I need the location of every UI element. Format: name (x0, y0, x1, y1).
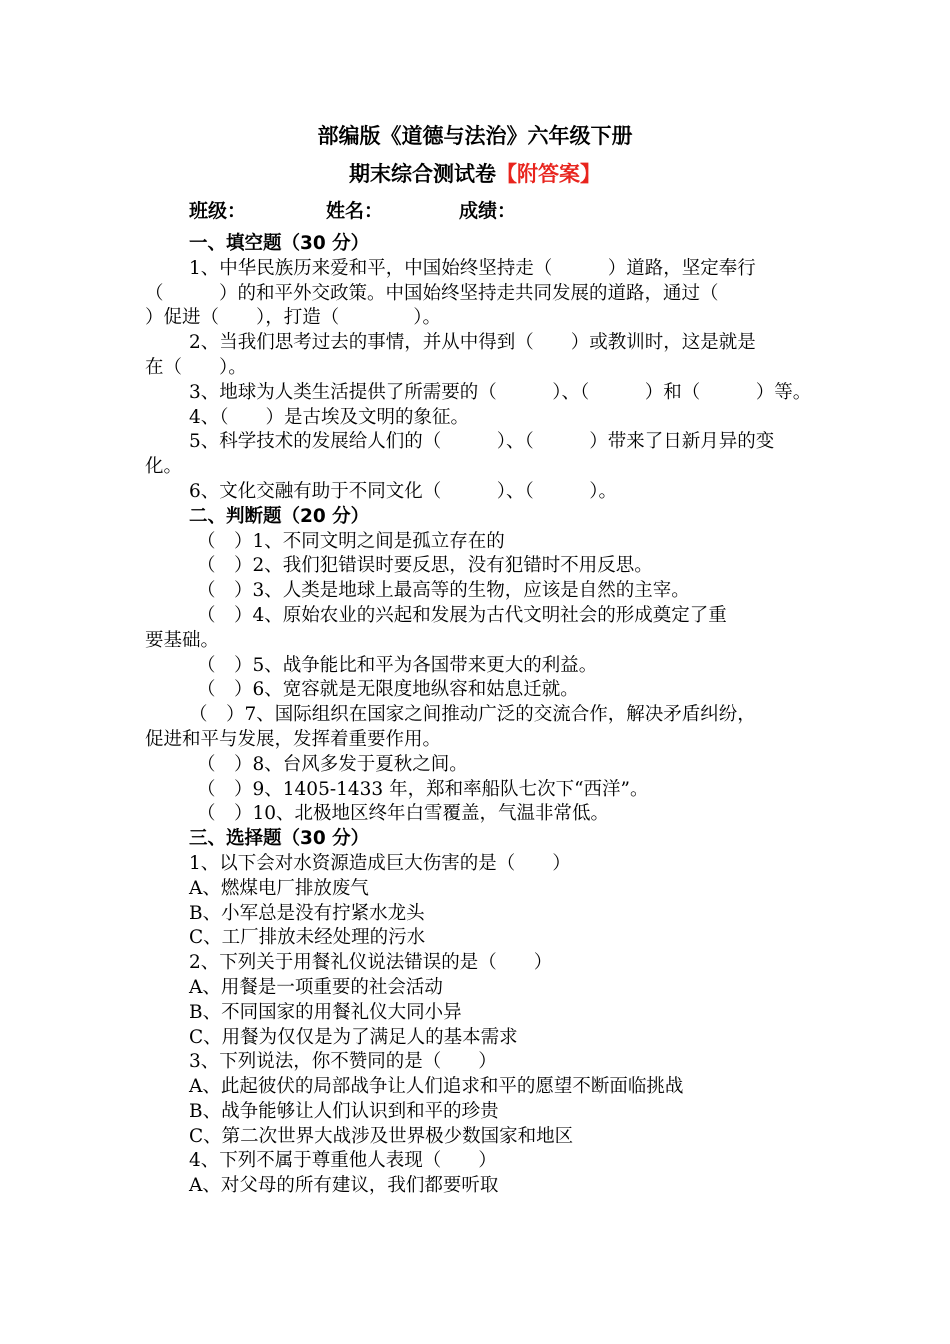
document-subtitle (0, 160, 950, 188)
question-line: 促进和平与发展，发挥着重要作用。 (145, 728, 442, 750)
exam-body (145, 232, 815, 1199)
question-line: （ ）6、宽容就是无限度地纵容和姑息迁就。 (197, 679, 579, 701)
score-label: 成绩： (459, 200, 517, 222)
question-line: ）促进（ ），打造（ ）。 (145, 307, 442, 329)
section-heading-true-false: 二、判断题（20 分） (189, 505, 370, 527)
option-line: A、燃煤电厂排放废气 (189, 877, 369, 899)
name-label: 姓名： (326, 200, 384, 222)
question-line: 5、科学技术的发展给人们的（ ）、（ ）带来了日新月异的变 (189, 431, 775, 453)
question-line: 化。 (145, 456, 183, 478)
question-line: （ ）10、北极地区终年白雪覆盖，气温非常低。 (197, 803, 610, 825)
question-line: 在（ ）。 (145, 356, 247, 378)
section-heading-multiple-choice: 三、选择题（30 分） (189, 828, 370, 850)
option-line: A、用餐是一项重要的社会活动 (189, 976, 443, 998)
document-title (0, 122, 950, 150)
question-line: 1、中华民族历来爱和平，中国始终坚持走（ ）道路，坚定奉行 (189, 257, 756, 279)
question-line: （ ）2、我们犯错误时要反思，没有犯错时不用反思。 (197, 555, 653, 577)
class-label: 班级： (189, 200, 247, 222)
question-line: 4、下列不属于尊重他人表现（ ） (189, 1150, 497, 1172)
option-line: C、用餐为仅仅是为了满足人的基本需求 (189, 1026, 518, 1048)
question-line: （ ）7、国际组织在国家之间推动广泛的交流合作，解决矛盾纠纷， (189, 704, 756, 726)
question-line: 3、下列说法，你不赞同的是（ ） (189, 1051, 497, 1073)
question-line: （ ）9、1405-1433 年，郑和率船队七次下“西洋”。 (197, 778, 649, 800)
question-line: （ ）的和平外交政策。中国始终坚持走共同发展的道路，通过（ (145, 282, 719, 304)
question-line: （ ）3、人类是地球上最高等的生物，应该是自然的主宰。 (197, 580, 690, 602)
option-line: B、战争能够让人们认识到和平的珍贵 (189, 1100, 499, 1122)
question-line: 4、（ ）是古埃及文明的象征。 (189, 406, 470, 428)
option-line: C、工厂排放未经处理的污水 (189, 927, 426, 949)
question-line: 6、文化交融有助于不同文化（ ）、（ ）。 (189, 480, 618, 502)
section-heading-fill-blank: 一、填空题（30 分） (189, 233, 370, 254)
question-line: （ ）8、台风多发于夏秋之间。 (197, 753, 468, 775)
question-line: 2、下列关于用餐礼仪说法错误的是（ ） (189, 952, 553, 974)
title-line-1: 部编版《道德与法治》六年级下册 (317, 124, 633, 148)
option-line: C、第二次世界大战涉及世界极少数国家和地区 (189, 1125, 574, 1147)
question-line: （ ）5、战争能比和平为各国带来更大的利益。 (197, 654, 598, 676)
question-line: 2、当我们思考过去的事情，并从中得到（ ）或教训时，这是就是 (189, 332, 756, 354)
option-line: A、此起彼伏的局部战争让人们追求和平的愿望不断面临挑战 (189, 1076, 684, 1098)
subtitle-main: 期末综合测试卷 (349, 162, 496, 186)
question-line: 3、地球为人类生活提供了所需要的（ ）、（ ）和（ ）等。 (189, 381, 812, 403)
question-line: 要基础。 (145, 629, 220, 651)
option-line: B、小军总是没有拧紧水龙头 (189, 902, 425, 924)
question-line: 1、以下会对水资源造成巨大伤害的是（ ） (189, 852, 571, 874)
answer-key-tag: 【附答案】 (496, 162, 601, 186)
option-line: A、对父母的所有建议，我们都要听取 (189, 1175, 499, 1197)
question-line: （ ）4、原始农业的兴起和发展为古代文明社会的形成奠定了重 (197, 604, 727, 626)
option-line: B、不同国家的用餐礼仪大同小异 (189, 1001, 462, 1023)
question-line: （ ）1、不同文明之间是孤立存在的 (197, 530, 505, 552)
